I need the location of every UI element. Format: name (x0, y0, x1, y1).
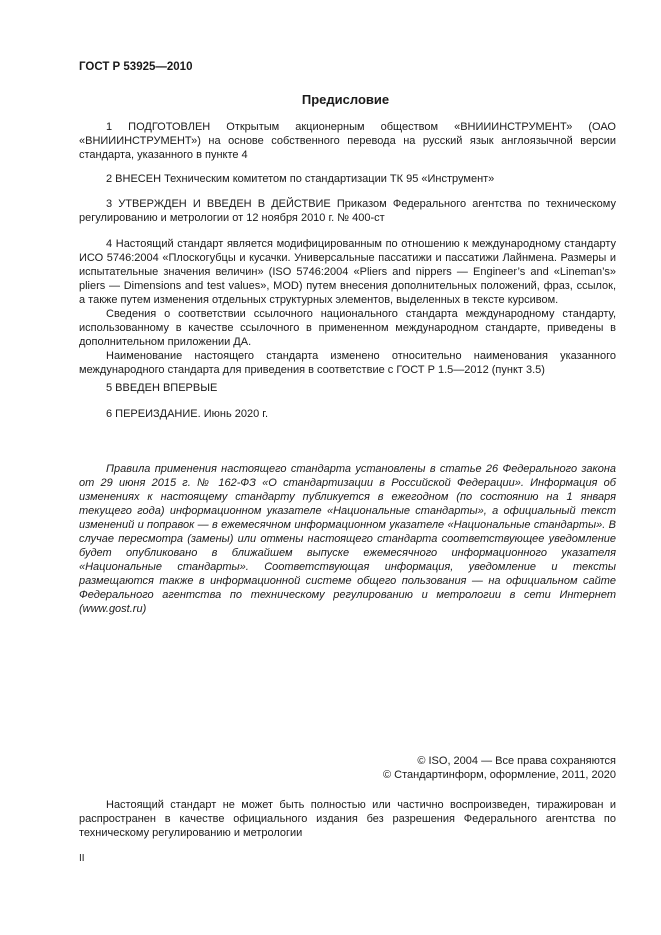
foreword-item-2-text: 2 ВНЕСЕН Техническим комитетом по стандартизации ТК 95 «Инструмент» (106, 173, 495, 185)
rules-notice-text: Правила применения настоящего стандарта установлены в статье 26 Федерального закона от 29 июня 2015 г. № 162-ФЗ «О стандартизации в Российской Федерации». Информация об изменениях к настоящему стандарту публикуется в ежегодном (по состоянию на 1 января текущего года) информационном указателе «Национальные стандарты», а официальный текст изменений и поправок — в ежемесячном информационном указателе «Национальные стандарты». В случае пересмотра (замены) или отмены настоящего стандарта соответствующее уведомление будет опубликовано в ближайшем выпуске ежемесячного информационного указателя «Национальные стандарты». Соответствующая информация, уведомление и тексты размещаются также в информационной системе общего пользования — на официальном сайте Федерального агентства по техническому регулированию и метрологии в сети Интернет (www.gost.ru) (79, 463, 616, 615)
foreword-item-5-text: 5 ВВЕДЕН ВПЕРВЫЕ (106, 382, 218, 394)
foreword-item-4-text: 4 Настоящий стандарт является модифицированным по отношению к международному стандарту ИСО 5746:2004 «Плоскогубцы и кусачки. Универсальные пассатижи и пассатижи Лайнмена. Размеры и испытательные значения величин» (ISO 5746:2004 «Pliers and nippers — Engineer’s and «Lineman’s» pliers — Dimensions and test values», MOD) путем внесения дополнительных положений, фраз, ссылок, а также путем изменения отдельных структурных элементов, выделенных в тексте курсивом. (79, 238, 616, 306)
copyright-standartinform: © Стандартинформ, оформление, 2011, 2020 (382, 769, 616, 781)
copyright-iso: © ISO, 2004 — Все права сохраняются (417, 755, 616, 767)
rules-notice (79, 462, 616, 616)
page-title: Предисловие (301, 92, 390, 107)
page-number: II (79, 853, 85, 864)
reproduction-notice-text: Настоящий стандарт не может быть полностью или частично воспроизведен, тиражирован и распространен в качестве официального издания без разрешения Федерального агентства по техническому регулированию и метрологии (79, 799, 616, 839)
foreword-item-4-name-note: Наименование настоящего стандарта изменено относительно наименования указанного международного стандарта для приведения в соответствие с ГОСТ Р 1.5—2012 (пункт 3.5) (79, 350, 616, 376)
foreword-item-2 (79, 172, 616, 186)
foreword-item-5 (79, 381, 616, 395)
foreword-item-1-text: 1 ПОДГОТОВЛЕН Открытым акционерным обществом «ВНИИИНСТРУМЕНТ» (ОАО «ВНИИИНСТРУМЕНТ») на основе собственного перевода на русский язык англоязычной версии стандарта, указанного в пункте 4 (79, 121, 616, 161)
standard-id-header: ГОСТ Р 53925—2010 (79, 61, 193, 73)
copyright-block (296, 754, 616, 782)
foreword-item-6 (79, 407, 616, 421)
foreword-item-6-text: 6 ПЕРЕИЗДАНИЕ. Июнь 2020 г. (106, 408, 268, 420)
foreword-item-4 (79, 237, 616, 377)
foreword-item-3-text: 3 УТВЕРЖДЕН И ВВЕДЕН В ДЕЙСТВИЕ Приказом Федерального агентства по техническому регулированию и метрологии от 12 ноября 2010 г. № 400-ст (79, 198, 616, 224)
foreword-item-3 (79, 197, 616, 225)
reproduction-notice (79, 798, 616, 840)
foreword-item-4-reference-note: Сведения о соответствии ссылочного национального стандарта международному стандарту, использованному в качестве ссылочного в примененном международном стандарте, приведены в дополнительном приложении ДА. (79, 308, 616, 348)
foreword-item-1 (79, 120, 616, 162)
